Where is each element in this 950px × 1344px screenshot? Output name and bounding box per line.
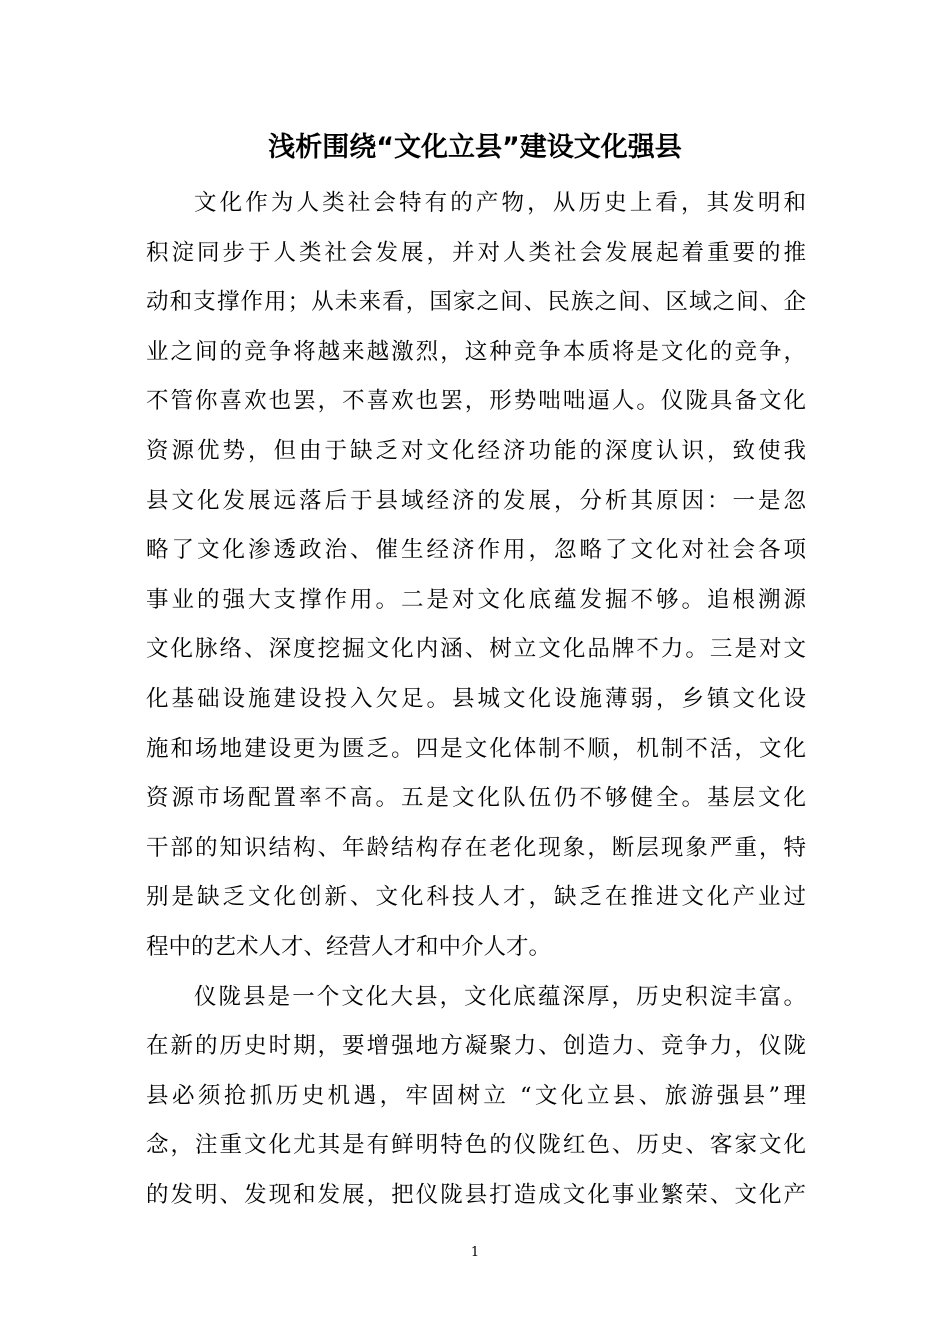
page-number: 1 bbox=[470, 1245, 480, 1260]
text-line: 业之间的竞争将越来越激烈，这种竞争本质将是文化的竞争， bbox=[146, 338, 806, 365]
text-line: 事业的强大支撑作用。二是对文化底蕴发掘不够。追根溯源 bbox=[146, 586, 806, 613]
text-line: 在新的历史时期，要增强地方凝聚力、创造力、竞争力，仪陇 bbox=[146, 1033, 806, 1060]
text-line: 资源市场配置率不高。五是文化队伍仍不够健全。基层文化 bbox=[146, 785, 806, 812]
text-line: 的发明、发现和发展，把仪陇县打造成文化事业繁荣、文化产 bbox=[146, 1181, 806, 1208]
document-body bbox=[146, 179, 806, 1220]
text-line: 干部的知识结构、年龄结构存在老化现象，断层现象严重，特 bbox=[146, 834, 806, 861]
text-line: 仪陇县是一个文化大县，文化底蕴深厚，历史积淀丰富。 bbox=[194, 983, 806, 1010]
document-title: 浅析围绕“文化立县”建设文化强县 bbox=[268, 132, 682, 163]
text-line: 略了文化渗透政治、催生经济作用，忽略了文化对社会各项 bbox=[146, 537, 806, 564]
text-line: 别是缺乏文化创新、文化科技人才，缺乏在推进文化产业过 bbox=[146, 884, 806, 911]
text-line: 化基础设施建设投入欠足。县城文化设施薄弱，乡镇文化设 bbox=[146, 685, 806, 712]
text-line: 文化脉络、深度挖掘文化内涵、树立文化品牌不力。三是对文 bbox=[146, 636, 806, 663]
text-line: 资源优势，但由于缺乏对文化经济功能的深度认识，致使我 bbox=[146, 437, 806, 464]
text-line: 程中的艺术人才、经营人才和中介人才。 bbox=[146, 933, 552, 960]
text-line: 积淀同步于人类社会发展，并对人类社会发展起着重要的推 bbox=[146, 239, 806, 266]
text-line: 县文化发展远落后于县域经济的发展，分析其原因：一是忽 bbox=[146, 487, 806, 514]
text-line: 施和场地建设更为匮乏。四是文化体制不顺，机制不活，文化 bbox=[146, 735, 806, 762]
text-line: 动和支撑作用；从未来看，国家之间、民族之间、区域之间、企 bbox=[146, 289, 806, 316]
text-line: 县必须抢抓历史机遇，牢固树立 “文化立县、旅游强县”理 bbox=[146, 1082, 806, 1109]
text-line: 不管你喜欢也罢，不喜欢也罢，形势咄咄逼人。仪陇具备文化 bbox=[146, 388, 806, 415]
text-line: 文化作为人类社会特有的产物，从历史上看，其发明和 bbox=[194, 190, 806, 216]
text-line: 念，注重文化尤其是有鲜明特色的仪陇红色、历史、客家文化 bbox=[146, 1132, 806, 1159]
